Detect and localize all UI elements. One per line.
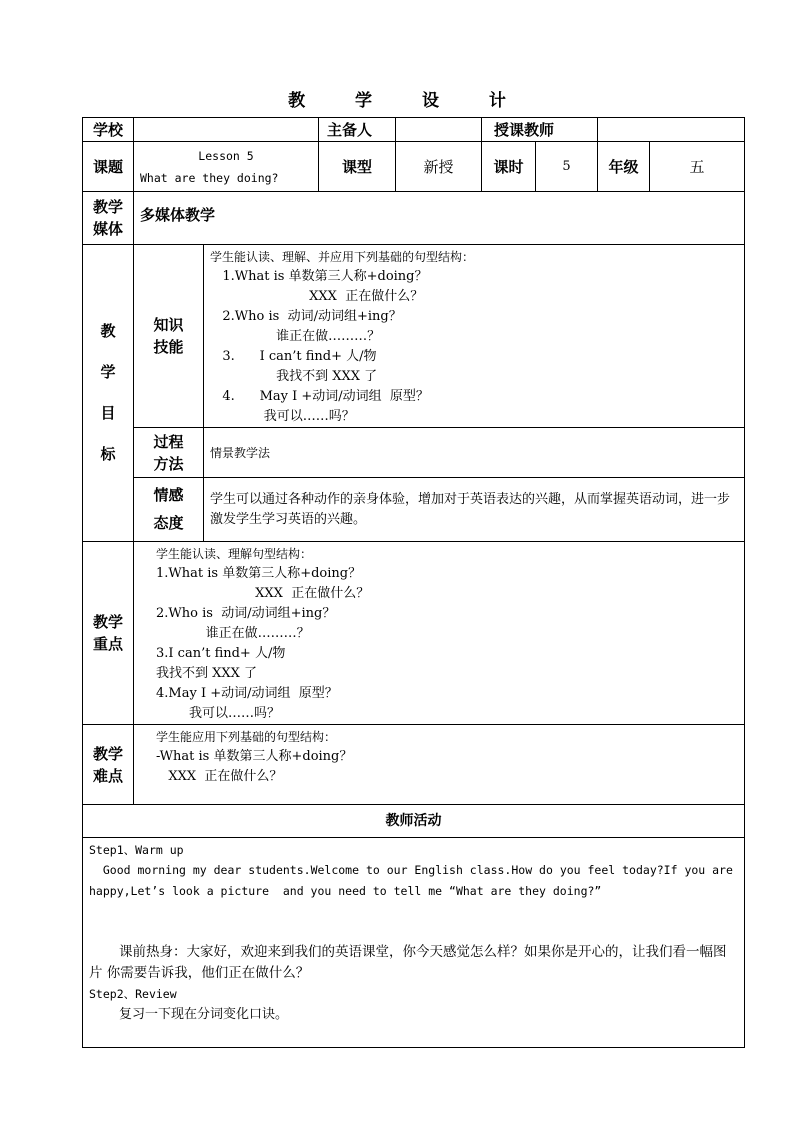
type-value: 新授 <box>396 142 482 192</box>
lesson-name: What are they doing? <box>140 170 279 185</box>
step1-english: Good morning my dear students.Welcome to our English class.How do you feel today?If you are happy,Let’s look a picture and you need to tell me “What are they doing?” <box>89 863 740 898</box>
key-point-line: 2.Who is 动词/动词组+ing？ <box>156 606 336 621</box>
lesson-plan-table <box>82 117 745 1048</box>
document-title: 教 学 设 计 <box>288 91 528 111</box>
teacher-activity-content <box>83 838 745 1048</box>
school-value <box>134 118 319 142</box>
lesson-number: Lesson 5 <box>198 148 254 163</box>
knowledge-line: 谁正在做………？ <box>210 329 381 344</box>
difficulties-label: 教学难点 <box>83 725 134 805</box>
hours-value: 5 <box>536 142 598 192</box>
objectives-char-3: 目 <box>100 404 116 422</box>
process-value: 情景教学法 <box>204 428 745 478</box>
key-point-line: 1.What is 单数第三人称+doing？ <box>156 566 362 581</box>
objectives-label <box>83 245 134 542</box>
spacer <box>89 902 738 942</box>
difficulty-line: 学生能应用下列基础的句型结构： <box>156 730 337 744</box>
topic-label: 课题 <box>83 142 134 192</box>
grade-value: 五 <box>650 142 745 192</box>
hours-label: 课时 <box>482 142 536 192</box>
objectives-char-2: 学 <box>100 363 116 381</box>
key-points-label: 教学重点 <box>83 542 134 725</box>
key-point-line: XXX 正在做什么？ <box>156 586 370 601</box>
knowledge-content <box>204 245 745 428</box>
knowledge-line: 3. I can’t find+ 人/物 <box>210 349 377 364</box>
lead-label: 主备人 <box>319 118 396 142</box>
media-label: 教学媒体 <box>83 192 134 245</box>
knowledge-line: 学生能认读、理解、并应用下列基础的句型结构： <box>210 250 475 264</box>
key-point-line: 3.I can’t find+ 人/物 <box>156 646 286 661</box>
key-points-content <box>134 542 745 725</box>
difficulties-content <box>134 725 745 805</box>
school-label: 学校 <box>83 118 134 142</box>
process-label: 过程方法 <box>134 428 204 478</box>
knowledge-line: 2.Who is 动词/动词组+ing？ <box>210 309 402 324</box>
teacher-activity-header: 教师活动 <box>83 805 745 838</box>
step2-title: Step2、Review <box>89 987 177 1001</box>
difficulty-line: -What is 单数第三人称+doing？ <box>156 749 353 764</box>
knowledge-line: 我可以……吗？ <box>210 409 355 424</box>
media-value: 多媒体教学 <box>134 192 745 245</box>
step2-text: 复习一下现在分词变化口诀。 <box>119 1007 289 1022</box>
grade-label: 年级 <box>598 142 650 192</box>
knowledge-line: 4. May I +动词/动词组 原型？ <box>210 389 429 404</box>
objectives-char-4: 标 <box>100 445 116 463</box>
key-point-line: 谁正在做………？ <box>156 626 310 641</box>
knowledge-line: 1.What is 单数第三人称+doing？ <box>210 269 428 284</box>
attitude-label <box>134 478 204 542</box>
key-point-line: 学生能认读、理解句型结构： <box>156 547 313 561</box>
type-label: 课型 <box>319 142 396 192</box>
objectives-char-1: 教 <box>100 322 116 340</box>
lead-value <box>396 118 482 142</box>
key-point-line: 我可以……吗？ <box>156 706 281 721</box>
step1-title: Step1、Warm up <box>89 843 184 857</box>
difficulty-line: XXX 正在做什么？ <box>156 769 283 784</box>
knowledge-label: 知识技能 <box>134 245 204 428</box>
step1-chinese: 课前热身：大家好，欢迎来到我们的英语课堂，你今天感觉怎么样？如果你是开心的，让我们看一幅图片 你需要告诉我，他们正在做什么？ <box>89 944 727 981</box>
teacher-label: 授课教师 <box>482 118 598 142</box>
knowledge-line: 我找不到 XXX 了 <box>210 369 378 384</box>
attitude-label-top: 情感 <box>153 485 184 504</box>
attitude-label-bottom: 态度 <box>153 513 184 532</box>
knowledge-line: XXX 正在做什么？ <box>210 289 424 304</box>
teacher-value <box>598 118 745 142</box>
key-point-line: 4.May I +动词/动词组 原型？ <box>156 686 338 701</box>
key-point-line: 我找不到 XXX 了 <box>156 666 258 681</box>
attitude-value: 学生可以通过各种动作的亲身体验，增加对于英语表达的兴趣，从而掌握英语动词，进一步激发学生学习英语的兴趣。 <box>204 478 745 542</box>
lesson-title <box>134 142 319 192</box>
